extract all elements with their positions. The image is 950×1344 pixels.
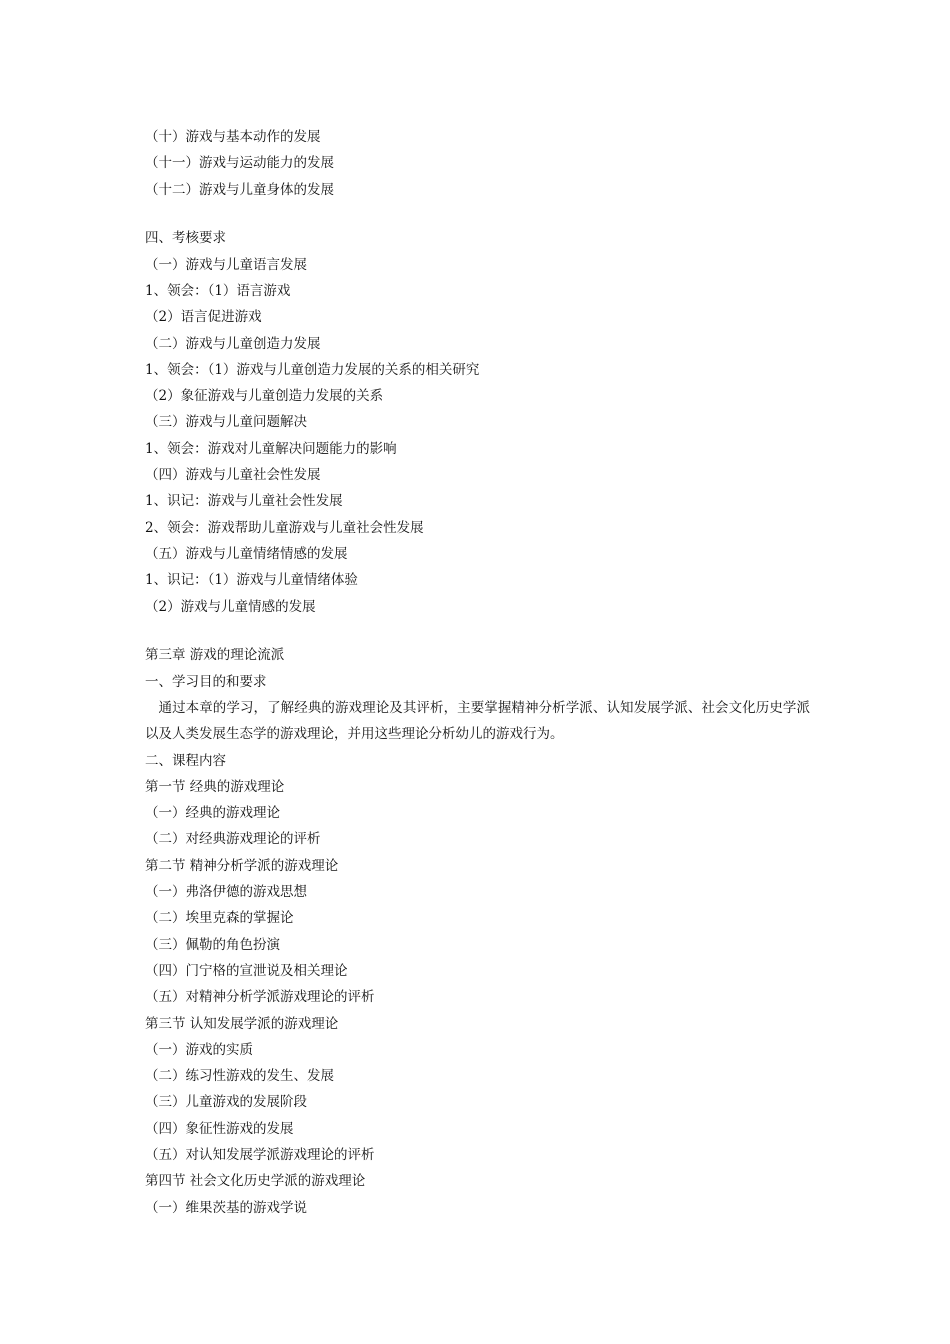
text-line: （十二）游戏与儿童身体的发展 — [145, 181, 334, 198]
spacer — [145, 620, 810, 643]
text-line: （三）儿童游戏的发展阶段 — [145, 1094, 307, 1111]
text-line: （二）对经典游戏理论的评析 — [145, 831, 321, 848]
text-line: 1、领会：（1）语言游戏 — [145, 282, 291, 299]
text-line: （一）弗洛伊德的游戏思想 — [145, 884, 307, 901]
text-line: （四）象征性游戏的发展 — [145, 1120, 294, 1137]
section-block-1 — [145, 124, 810, 203]
section-block-2 — [145, 225, 810, 619]
text-line: （四）游戏与儿童社会性发展 — [145, 467, 321, 484]
chapter-heading: 第三章 游戏的理论流派 — [145, 647, 285, 664]
body-paragraph: 通过本章的学习，了解经典的游戏理论及其评析，主要掌握精神分析学派、认知发展学派、社会文化历史学派以及人类发展生态学的游戏理论，并用这些理论分析幼儿的游戏行为。 — [145, 699, 810, 743]
text-line: （二）埃里克森的掌握论 — [145, 910, 294, 927]
text-line: （五）对精神分析学派游戏理论的评析 — [145, 989, 375, 1006]
section-heading: 二、课程内容 — [145, 752, 226, 769]
text-line: 1、领会：（1）游戏与儿童创造力发展的关系的相关研究 — [145, 361, 480, 378]
text-line: （一）游戏的实质 — [145, 1041, 253, 1058]
text-line: （一）维果茨基的游戏学说 — [145, 1199, 307, 1216]
text-line: 2、领会：游戏帮助儿童游戏与儿童社会性发展 — [145, 519, 424, 536]
text-line: （二）练习性游戏的发生、发展 — [145, 1068, 334, 1085]
text-line: （2）语言促进游戏 — [145, 309, 262, 326]
text-line: 1、识记：游戏与儿童社会性发展 — [145, 493, 343, 510]
text-line: （十）游戏与基本动作的发展 — [145, 129, 321, 145]
section-heading: 一、学习目的和要求 — [145, 673, 267, 690]
text-line: （二）游戏与儿童创造力发展 — [145, 335, 321, 352]
subsection-heading: 第四节 社会文化历史学派的游戏理论 — [145, 1173, 366, 1190]
subsection-heading: 第一节 经典的游戏理论 — [145, 778, 285, 795]
spacer — [145, 203, 810, 226]
text-line: （五）游戏与儿童情绪情感的发展 — [145, 545, 348, 562]
section-block-3 — [145, 642, 810, 1221]
text-line: （四）门宁格的宣泄说及相关理论 — [145, 962, 348, 979]
text-line: （一）游戏与儿童语言发展 — [145, 256, 307, 273]
subsection-heading: 第三节 认知发展学派的游戏理论 — [145, 1015, 339, 1032]
text-line: （五）对认知发展学派游戏理论的评析 — [145, 1146, 375, 1163]
section-heading: 四、考核要求 — [145, 230, 226, 247]
text-line: （三）游戏与儿童问题解决 — [145, 414, 307, 431]
text-line: （十一）游戏与运动能力的发展 — [145, 155, 334, 172]
text-line: （一）经典的游戏理论 — [145, 805, 280, 822]
text-line: （2）游戏与儿童情感的发展 — [145, 598, 316, 615]
text-line: （2）象征游戏与儿童创造力发展的关系 — [145, 388, 384, 405]
document-page — [145, 124, 810, 1221]
subsection-heading: 第二节 精神分析学派的游戏理论 — [145, 857, 339, 874]
text-line: 1、识记：（1）游戏与儿童情绪体验 — [145, 572, 358, 589]
text-line: 1、领会：游戏对儿童解决问题能力的影响 — [145, 440, 397, 457]
text-line: （三）佩勒的角色扮演 — [145, 936, 280, 953]
